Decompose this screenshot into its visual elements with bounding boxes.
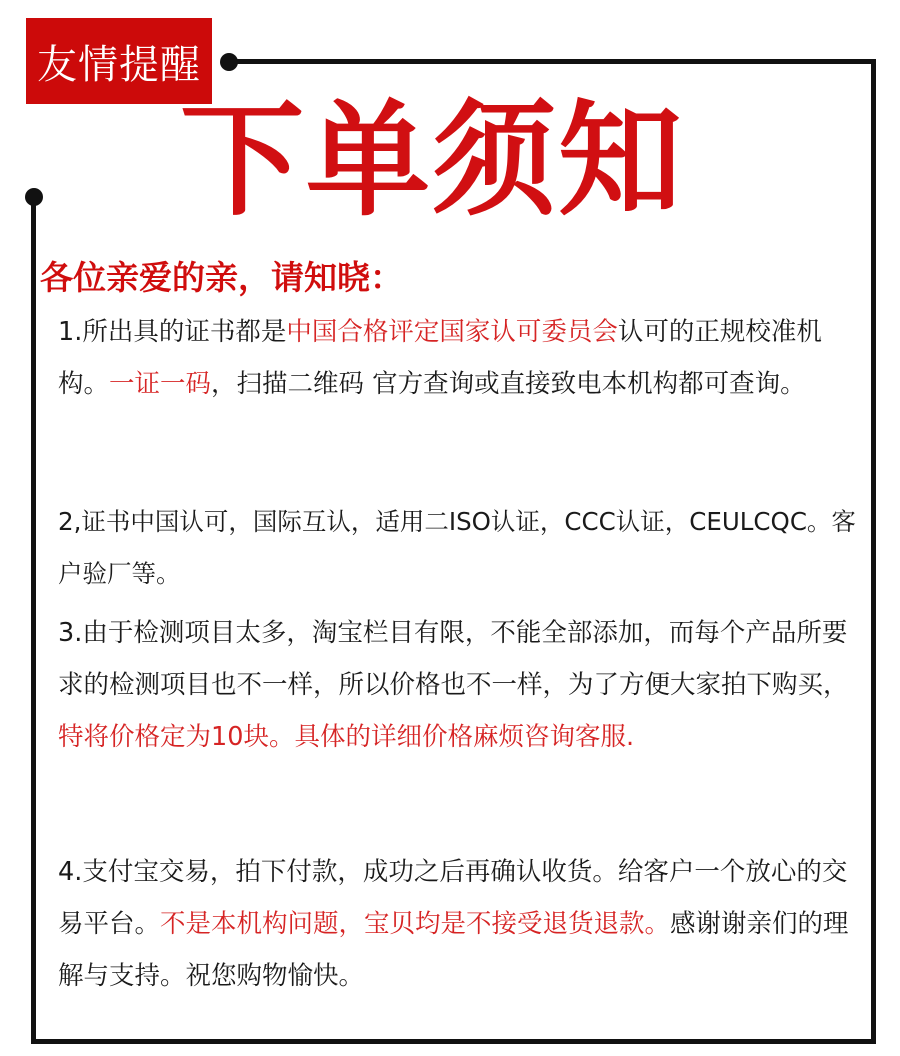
notice-highlight: 一证一码 — [109, 369, 212, 399]
notice-highlight: 中国合格评定国家认可委员会 — [286, 317, 618, 347]
greeting-heading: 各位亲爱的亲，请知晓： — [40, 258, 403, 297]
frame-bottom-line — [31, 1039, 876, 1044]
frame-top-line — [230, 59, 876, 64]
notice-text: 3.由于检测项目太多，淘宝栏目有限，不能全部添加，而每个产品所要求的检测项目也不一样，所以价格也不一样，为了方便大家拍下购买， — [58, 618, 849, 700]
notice-highlight: 特将价格定为10块。具体的详细价格麻烦咨询客服. — [58, 722, 635, 752]
notice-text: 2,证书中国认可，国际互认，适用二ISO认证，CCC认证，CEULCQC。客户验厂等。 — [58, 507, 856, 588]
notice-item-2 — [58, 496, 868, 600]
notice-text: 感谢谢亲们的理解与支持。祝您购物愉快。 — [58, 909, 849, 991]
reminder-badge: 友情提醒 — [26, 18, 212, 104]
frame-dot-top — [220, 53, 238, 71]
frame-right-line — [871, 59, 876, 1044]
page-title: 下单须知 — [180, 89, 685, 233]
frame-dot-left — [25, 188, 43, 206]
notice-text: 认可的正规校准机构。 — [58, 317, 822, 399]
notice-text: 4.支付宝交易，拍下付款，成功之后再确认收货。给客户一个放心的交易平台。 — [58, 857, 848, 939]
notice-text: 1.所出具的证书都是 — [58, 317, 287, 347]
notice-item-4 — [58, 846, 868, 1002]
notice-text: ，扫描二维码 官方查询或直接致电本机构都可查询。 — [211, 369, 806, 399]
notice-item-1 — [58, 306, 868, 410]
notice-highlight: 不是本机构问题，宝贝均是不接受退货退款。 — [160, 909, 671, 939]
notice-item-3 — [58, 607, 868, 763]
frame-left-line — [31, 196, 36, 1044]
